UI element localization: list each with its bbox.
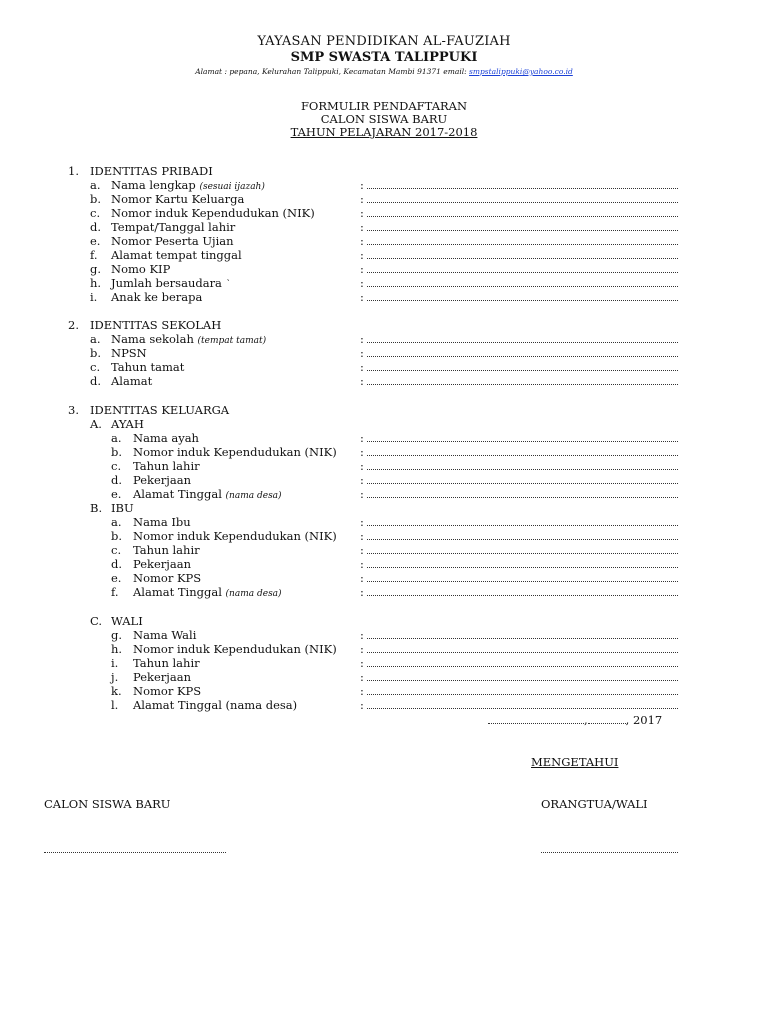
field-marker: c. bbox=[111, 459, 122, 473]
father-field-row bbox=[0, 459, 768, 473]
field-entry-line[interactable] bbox=[367, 680, 678, 681]
field-colon: : bbox=[360, 656, 364, 670]
field-label bbox=[133, 459, 200, 473]
field-marker: e. bbox=[111, 571, 122, 585]
field-label bbox=[111, 220, 235, 234]
email-link[interactable]: smpstalippuki@yahoo.co.id bbox=[469, 67, 573, 76]
field-note: (sesuai ijazah) bbox=[199, 182, 265, 192]
field-entry-line[interactable] bbox=[367, 539, 678, 540]
school-field-row bbox=[0, 346, 768, 360]
field-marker: h. bbox=[111, 642, 123, 656]
field-colon: : bbox=[360, 206, 364, 220]
field-marker: h. bbox=[90, 276, 102, 290]
mother-field-row bbox=[0, 571, 768, 585]
field-entry-line[interactable] bbox=[367, 258, 678, 259]
field-entry-line[interactable] bbox=[367, 216, 678, 217]
field-colon: : bbox=[360, 431, 364, 445]
guardian-field-row bbox=[0, 628, 768, 642]
field-colon: : bbox=[360, 445, 364, 459]
field-marker: i. bbox=[90, 290, 98, 304]
personal-field-row bbox=[0, 276, 768, 290]
field-colon: : bbox=[360, 487, 364, 501]
field-label-text: Tahun lahir bbox=[133, 543, 200, 557]
ayah-marker: A. bbox=[90, 417, 102, 431]
section-1-number: 1. bbox=[68, 164, 79, 178]
field-label bbox=[133, 628, 196, 642]
field-label-text: NPSN bbox=[111, 346, 147, 360]
field-marker: c. bbox=[111, 543, 122, 557]
school-name: SMP SWASTA TALIPPUKI bbox=[290, 50, 478, 65]
field-colon: : bbox=[360, 515, 364, 529]
field-entry-line[interactable] bbox=[367, 497, 678, 498]
field-marker: d. bbox=[90, 220, 102, 234]
guardian-field-row bbox=[0, 670, 768, 684]
field-label bbox=[111, 290, 202, 304]
field-label bbox=[111, 262, 170, 276]
date-year: 2017 bbox=[632, 713, 663, 727]
date-sep-1: , bbox=[584, 713, 588, 727]
field-label-text: Nama Ibu bbox=[133, 515, 191, 529]
field-colon: : bbox=[360, 459, 364, 473]
address-text: Alamat : pepana, Kelurahan Talippuki, Kecamatan Mambi 91371 email: bbox=[195, 67, 470, 76]
field-label-text: Tempat/Tanggal lahir bbox=[111, 220, 236, 234]
field-marker: d. bbox=[111, 557, 123, 571]
field-entry-line[interactable] bbox=[367, 188, 678, 189]
field-label-text: Jumlah bersaudara bbox=[111, 276, 222, 290]
field-label-text: Nomor induk Kependudukan (NIK) bbox=[133, 529, 337, 543]
field-marker: j. bbox=[111, 670, 119, 684]
father-field-row bbox=[0, 487, 768, 501]
field-entry-line[interactable] bbox=[367, 666, 678, 667]
school-field-row bbox=[0, 360, 768, 374]
field-entry-line[interactable] bbox=[367, 469, 678, 470]
field-label-text: Nomor Peserta Ujian bbox=[111, 234, 234, 248]
field-label bbox=[133, 529, 337, 543]
field-note: (tempat tamat) bbox=[197, 336, 267, 346]
mengetahui-label: MENGETAHUI bbox=[531, 755, 619, 769]
field-label-text: Tahun lahir bbox=[133, 459, 200, 473]
field-label-text: Nama lengkap bbox=[111, 178, 196, 192]
field-marker: f. bbox=[111, 585, 119, 599]
field-label-text: Tahun tamat bbox=[111, 360, 185, 374]
field-marker: b. bbox=[90, 192, 102, 206]
school-field-row bbox=[0, 374, 768, 388]
field-entry-line[interactable] bbox=[367, 244, 678, 245]
field-colon: : bbox=[360, 473, 364, 487]
field-label bbox=[111, 192, 244, 206]
field-entry-line[interactable] bbox=[367, 595, 678, 596]
personal-field-row bbox=[0, 262, 768, 276]
field-colon: : bbox=[360, 529, 364, 543]
field-entry-line[interactable] bbox=[367, 272, 678, 273]
wali-heading: WALI bbox=[111, 614, 143, 628]
field-entry-line[interactable] bbox=[367, 553, 678, 554]
guardian-field-row bbox=[0, 642, 768, 656]
field-label-text: Nomor induk Kependudukan (NIK) bbox=[133, 445, 337, 459]
mother-field-row bbox=[0, 557, 768, 571]
field-entry-line[interactable] bbox=[367, 370, 678, 371]
section-3-heading: IDENTITAS KELUARGA bbox=[90, 403, 230, 417]
field-label-text: Tahun lahir bbox=[133, 656, 200, 670]
field-label bbox=[133, 543, 200, 557]
field-entry-line[interactable] bbox=[367, 300, 678, 301]
field-colon: : bbox=[360, 585, 364, 599]
field-label bbox=[133, 431, 199, 445]
field-label-text: Alamat bbox=[111, 374, 153, 388]
field-label-text: Nomor induk Kependudukan (NIK) bbox=[111, 206, 315, 220]
mother-field-row bbox=[0, 515, 768, 529]
field-label bbox=[111, 346, 147, 360]
field-label-text: Nama Wali bbox=[133, 628, 197, 642]
field-colon: : bbox=[360, 698, 364, 712]
field-marker: e. bbox=[90, 234, 101, 248]
guardian-field-row bbox=[0, 698, 768, 712]
field-label bbox=[133, 656, 200, 670]
date-month-dots[interactable] bbox=[588, 714, 626, 724]
field-note: (nama desa) bbox=[225, 491, 282, 501]
field-colon: : bbox=[360, 543, 364, 557]
mother-field-row bbox=[0, 529, 768, 543]
field-marker: b. bbox=[111, 445, 123, 459]
field-entry-line[interactable] bbox=[367, 286, 678, 287]
field-label-text: Alamat Tinggal bbox=[133, 487, 222, 501]
ibu-heading: IBU bbox=[111, 501, 134, 515]
field-marker: a. bbox=[111, 515, 122, 529]
field-entry-line[interactable] bbox=[367, 638, 678, 639]
field-entry-line[interactable] bbox=[367, 652, 678, 653]
field-label bbox=[133, 487, 282, 503]
school-field-row bbox=[0, 332, 768, 346]
field-label-text: Nomor Kartu Keluarga bbox=[111, 192, 245, 206]
form-subtitle: CALON SISWA BARU bbox=[320, 112, 448, 126]
personal-field-row bbox=[0, 290, 768, 304]
field-entry-line[interactable] bbox=[367, 567, 678, 568]
field-marker: a. bbox=[90, 178, 101, 192]
section-2-number: 2. bbox=[68, 318, 79, 332]
field-note: ` bbox=[225, 280, 231, 290]
date-place-dots[interactable] bbox=[488, 714, 584, 724]
field-entry-line[interactable] bbox=[367, 202, 678, 203]
field-entry-line[interactable] bbox=[367, 441, 678, 442]
field-label bbox=[111, 234, 234, 248]
father-field-row bbox=[0, 445, 768, 459]
field-colon: : bbox=[360, 374, 364, 388]
field-label-text: Anak ke berapa bbox=[111, 290, 203, 304]
field-marker: a. bbox=[111, 431, 122, 445]
field-label bbox=[133, 585, 282, 601]
field-note: (nama desa) bbox=[225, 589, 282, 599]
field-label bbox=[133, 445, 337, 459]
field-colon: : bbox=[360, 360, 364, 374]
date-line[interactable] bbox=[488, 713, 662, 727]
personal-field-row bbox=[0, 178, 768, 192]
field-label bbox=[133, 571, 201, 585]
field-label bbox=[133, 698, 297, 712]
section-2-heading: IDENTITAS SEKOLAH bbox=[90, 318, 222, 332]
field-colon: : bbox=[360, 670, 364, 684]
wali-marker: C. bbox=[90, 614, 103, 628]
field-marker: b. bbox=[90, 346, 102, 360]
field-label-text: Pekerjaan bbox=[133, 473, 191, 487]
field-marker: c. bbox=[90, 206, 101, 220]
field-marker: e. bbox=[111, 487, 122, 501]
field-label bbox=[111, 206, 315, 220]
field-entry-line[interactable] bbox=[367, 455, 678, 456]
field-marker: g. bbox=[90, 262, 102, 276]
field-marker: d. bbox=[111, 473, 123, 487]
field-marker: g. bbox=[111, 628, 123, 642]
field-colon: : bbox=[360, 642, 364, 656]
field-colon: : bbox=[360, 192, 364, 206]
father-field-row bbox=[0, 473, 768, 487]
parent-signature-label: ORANGTUA/WALI bbox=[541, 797, 648, 811]
personal-field-row bbox=[0, 192, 768, 206]
field-label bbox=[133, 515, 191, 529]
field-label-text: Nomo KIP bbox=[111, 262, 171, 276]
field-label bbox=[111, 248, 242, 262]
student-signature-line[interactable] bbox=[44, 852, 226, 853]
personal-field-row bbox=[0, 206, 768, 220]
school-address bbox=[0, 67, 768, 76]
field-label-text: Alamat Tinggal bbox=[133, 585, 222, 599]
field-label bbox=[133, 684, 201, 698]
field-marker: a. bbox=[90, 332, 101, 346]
field-colon: : bbox=[360, 557, 364, 571]
field-label-text: Nomor induk Kependudukan (NIK) bbox=[133, 642, 337, 656]
foundation-name: YAYASAN PENDIDIKAN AL-FAUZIAH bbox=[257, 34, 511, 49]
personal-field-row bbox=[0, 220, 768, 234]
field-label bbox=[133, 557, 191, 571]
field-label bbox=[111, 374, 152, 388]
field-colon: : bbox=[360, 234, 364, 248]
section-3-number: 3. bbox=[68, 403, 79, 417]
field-colon: : bbox=[360, 684, 364, 698]
field-label-text: Pekerjaan bbox=[133, 557, 191, 571]
personal-field-row bbox=[0, 234, 768, 248]
field-colon: : bbox=[360, 332, 364, 346]
field-label-text: Nama sekolah bbox=[111, 332, 194, 346]
academic-year: TAHUN PELAJARAN 2017-2018 bbox=[290, 125, 478, 139]
field-label bbox=[133, 642, 337, 656]
field-label bbox=[133, 670, 191, 684]
field-marker: f. bbox=[90, 248, 98, 262]
field-marker: k. bbox=[111, 684, 122, 698]
date-sep-2: , bbox=[625, 713, 630, 727]
field-label-text: Alamat Tinggal (nama desa) bbox=[133, 698, 298, 712]
field-colon: : bbox=[360, 346, 364, 360]
field-label-text: Nomor KPS bbox=[133, 684, 202, 698]
form-title: FORMULIR PENDAFTARAN bbox=[300, 99, 468, 113]
field-colon: : bbox=[360, 571, 364, 585]
mother-field-row bbox=[0, 585, 768, 599]
field-marker: i. bbox=[111, 656, 119, 670]
field-marker: c. bbox=[90, 360, 101, 374]
guardian-field-row bbox=[0, 684, 768, 698]
personal-field-row bbox=[0, 248, 768, 262]
field-colon: : bbox=[360, 262, 364, 276]
field-marker: b. bbox=[111, 529, 123, 543]
field-entry-line[interactable] bbox=[367, 483, 678, 484]
field-colon: : bbox=[360, 276, 364, 290]
field-colon: : bbox=[360, 290, 364, 304]
mother-field-row bbox=[0, 543, 768, 557]
field-label-text: Pekerjaan bbox=[133, 670, 191, 684]
parent-signature-line[interactable] bbox=[541, 852, 678, 853]
field-label-text: Nomor KPS bbox=[133, 571, 202, 585]
field-label bbox=[111, 360, 184, 374]
field-marker: d. bbox=[90, 374, 102, 388]
ibu-marker: B. bbox=[90, 501, 103, 515]
field-entry-line[interactable] bbox=[367, 581, 678, 582]
father-field-row bbox=[0, 431, 768, 445]
field-marker: l. bbox=[111, 698, 119, 712]
guardian-field-row bbox=[0, 656, 768, 670]
field-colon: : bbox=[360, 178, 364, 192]
student-signature-label: CALON SISWA BARU bbox=[44, 797, 171, 811]
field-entry-line[interactable] bbox=[367, 384, 678, 385]
field-entry-line[interactable] bbox=[367, 708, 678, 709]
field-colon: : bbox=[360, 220, 364, 234]
field-entry-line[interactable] bbox=[367, 230, 678, 231]
field-colon: : bbox=[360, 628, 364, 642]
ayah-heading: AYAH bbox=[111, 417, 144, 431]
section-1-heading: IDENTITAS PRIBADI bbox=[90, 164, 213, 178]
field-label-text: Nama ayah bbox=[133, 431, 199, 445]
field-label-text: Alamat tempat tinggal bbox=[111, 248, 242, 262]
field-entry-line[interactable] bbox=[367, 356, 678, 357]
field-entry-line[interactable] bbox=[367, 694, 678, 695]
field-entry-line[interactable] bbox=[367, 342, 678, 343]
field-colon: : bbox=[360, 248, 364, 262]
field-entry-line[interactable] bbox=[367, 525, 678, 526]
field-label bbox=[133, 473, 191, 487]
